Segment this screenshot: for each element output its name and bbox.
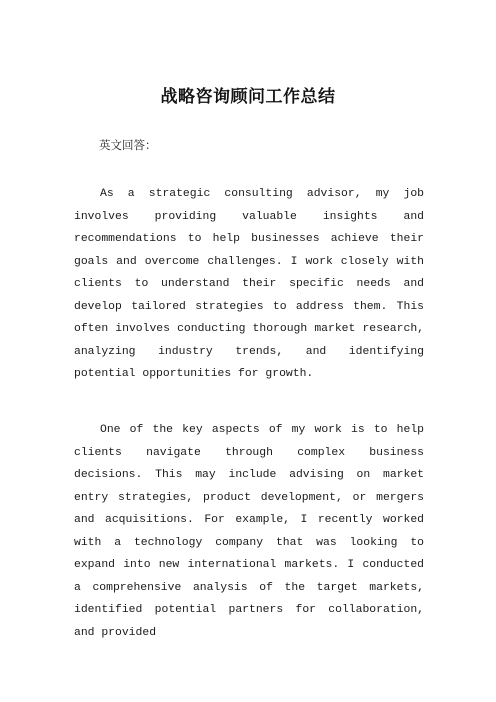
paragraph-1: As a strategic consulting advisor, my job involves providing valuable insights and recommendations to help businesses achieve their goals and overcome challenges. I work closely with clients to understand their specific needs and develop tailored strategies to address them. This often involves conducting thorough market research, analyzing industry trends, and identifying potential opportunities for growth. [74,188,424,380]
paragraph-2: One of the key aspects of my work is to help clients navigate through complex business decisions. This may include advising on market entry strategies, product development, or mergers and acquisitions. For example, I recently worked with a technology company that was looking to expand into new international markets. I conducted a comprehensive analysis of the target markets, identified potential partners for collaboration, and provided [74,424,424,639]
section-label: 英文回答： [99,138,157,152]
document-title: 战略咨询顾问工作总结 [160,87,336,107]
